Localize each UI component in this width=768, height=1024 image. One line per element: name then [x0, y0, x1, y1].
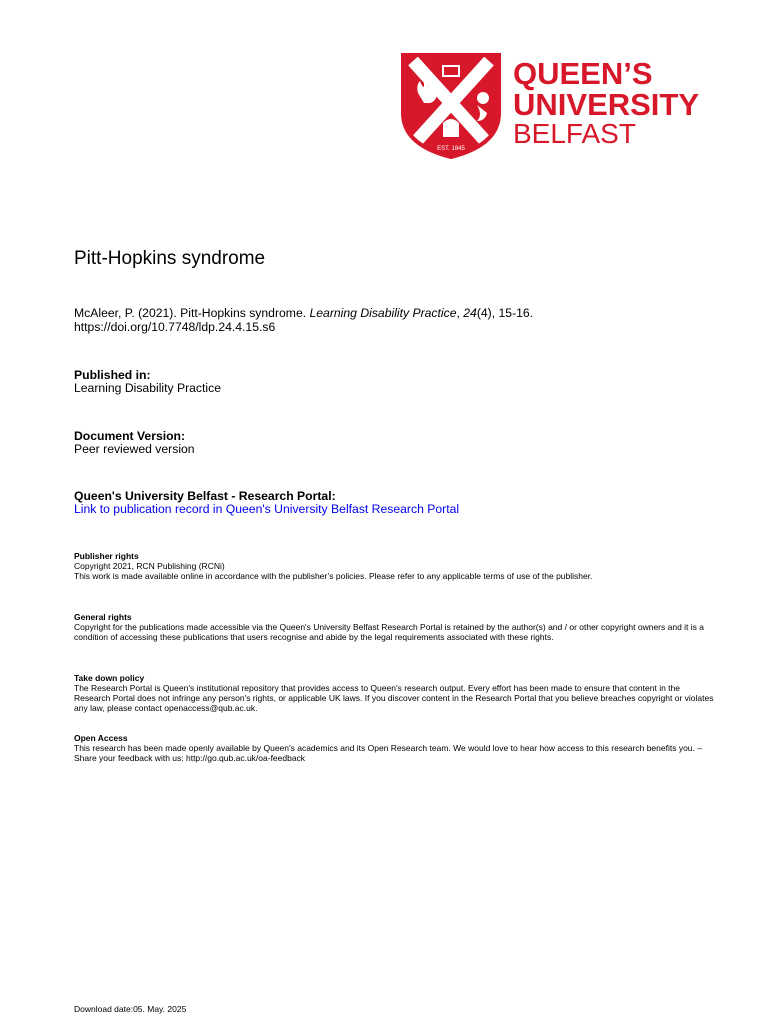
publisher-rights-line-1: Copyright 2021, RCN Publishing (RCNi) [74, 561, 225, 571]
open-access-text: This research has been made openly available by Queen's academics and its Open Research team. We would love to hear how access to this research benefits you. – Share your feedback with us: http://go.qub.ac.uk/oa-feedback [74, 743, 702, 763]
document-title: Pitt-Hopkins syndrome [74, 248, 266, 269]
open-access-heading: Open Access [74, 733, 128, 743]
general-rights-text: Copyright for the publications made accessible via the Queen's University Belfast Research Portal is retained by the author(s) and / or other copyright owners and it is a condition of accessing these publications that users recognise and abide by the legal requirements associated with these rights. [74, 622, 704, 642]
logo-line-3: BELFAST [513, 118, 636, 149]
published-in-label: Published in: [74, 368, 151, 382]
citation-journal: Learning Disability Practice [309, 306, 457, 320]
citation-prefix: McAleer, P. (2021). Pitt-Hopkins syndrome. [74, 306, 310, 320]
take-down-section [74, 673, 714, 713]
general-rights-section [74, 612, 714, 642]
take-down-heading: Take down policy [74, 673, 145, 683]
general-rights-heading: General rights [74, 612, 132, 622]
research-portal-label: Queen's University Belfast - Research Portal: [74, 489, 336, 503]
logo-line-2: UNIVERSITY [513, 87, 700, 122]
citation-sep: , [456, 306, 464, 320]
citation-volume: 24 [463, 306, 477, 320]
citation-line [74, 306, 694, 320]
document-version-label: Document Version: [74, 429, 186, 443]
citation-issue-pages: (4), 15-16. [476, 306, 534, 320]
open-access-section [74, 733, 714, 763]
publisher-rights-heading: Publisher rights [74, 551, 139, 561]
publication-record-link[interactable]: Link to publication record in Queen's University Belfast Research Portal [74, 502, 460, 516]
citation-doi: https://doi.org/10.7748/ldp.24.4.15.s6 [74, 320, 276, 334]
logo-line-1: QUEEN’S [513, 56, 653, 91]
document-version-value: Peer reviewed version [74, 442, 195, 456]
document-version-section [74, 430, 195, 456]
university-logo [401, 53, 713, 159]
research-portal-section [74, 490, 459, 516]
university-crest-icon [401, 53, 501, 159]
take-down-text: The Research Portal is Queen's institutional repository that provides access to Queen's research output. Every effort has been made to ensure that content in the Research Portal does not infringe any person's rights, or applicable UK laws. If you discover content in the Research Portal that you believe breaches copyright or violates any law, please contact openaccess@qub.ac.uk. [74, 683, 714, 713]
published-in-section [74, 369, 221, 395]
publisher-rights-line-2: This work is made available online in accordance with the publisher’s policies. Please refer to any applicable terms of use of the publisher. [74, 571, 593, 581]
download-date: Download date:05. May. 2025 [74, 1004, 187, 1014]
citation [74, 306, 694, 334]
publisher-rights-section [74, 551, 714, 581]
published-in-value: Learning Disability Practice [74, 381, 221, 395]
est-label: EST. 1845 [437, 146, 465, 152]
